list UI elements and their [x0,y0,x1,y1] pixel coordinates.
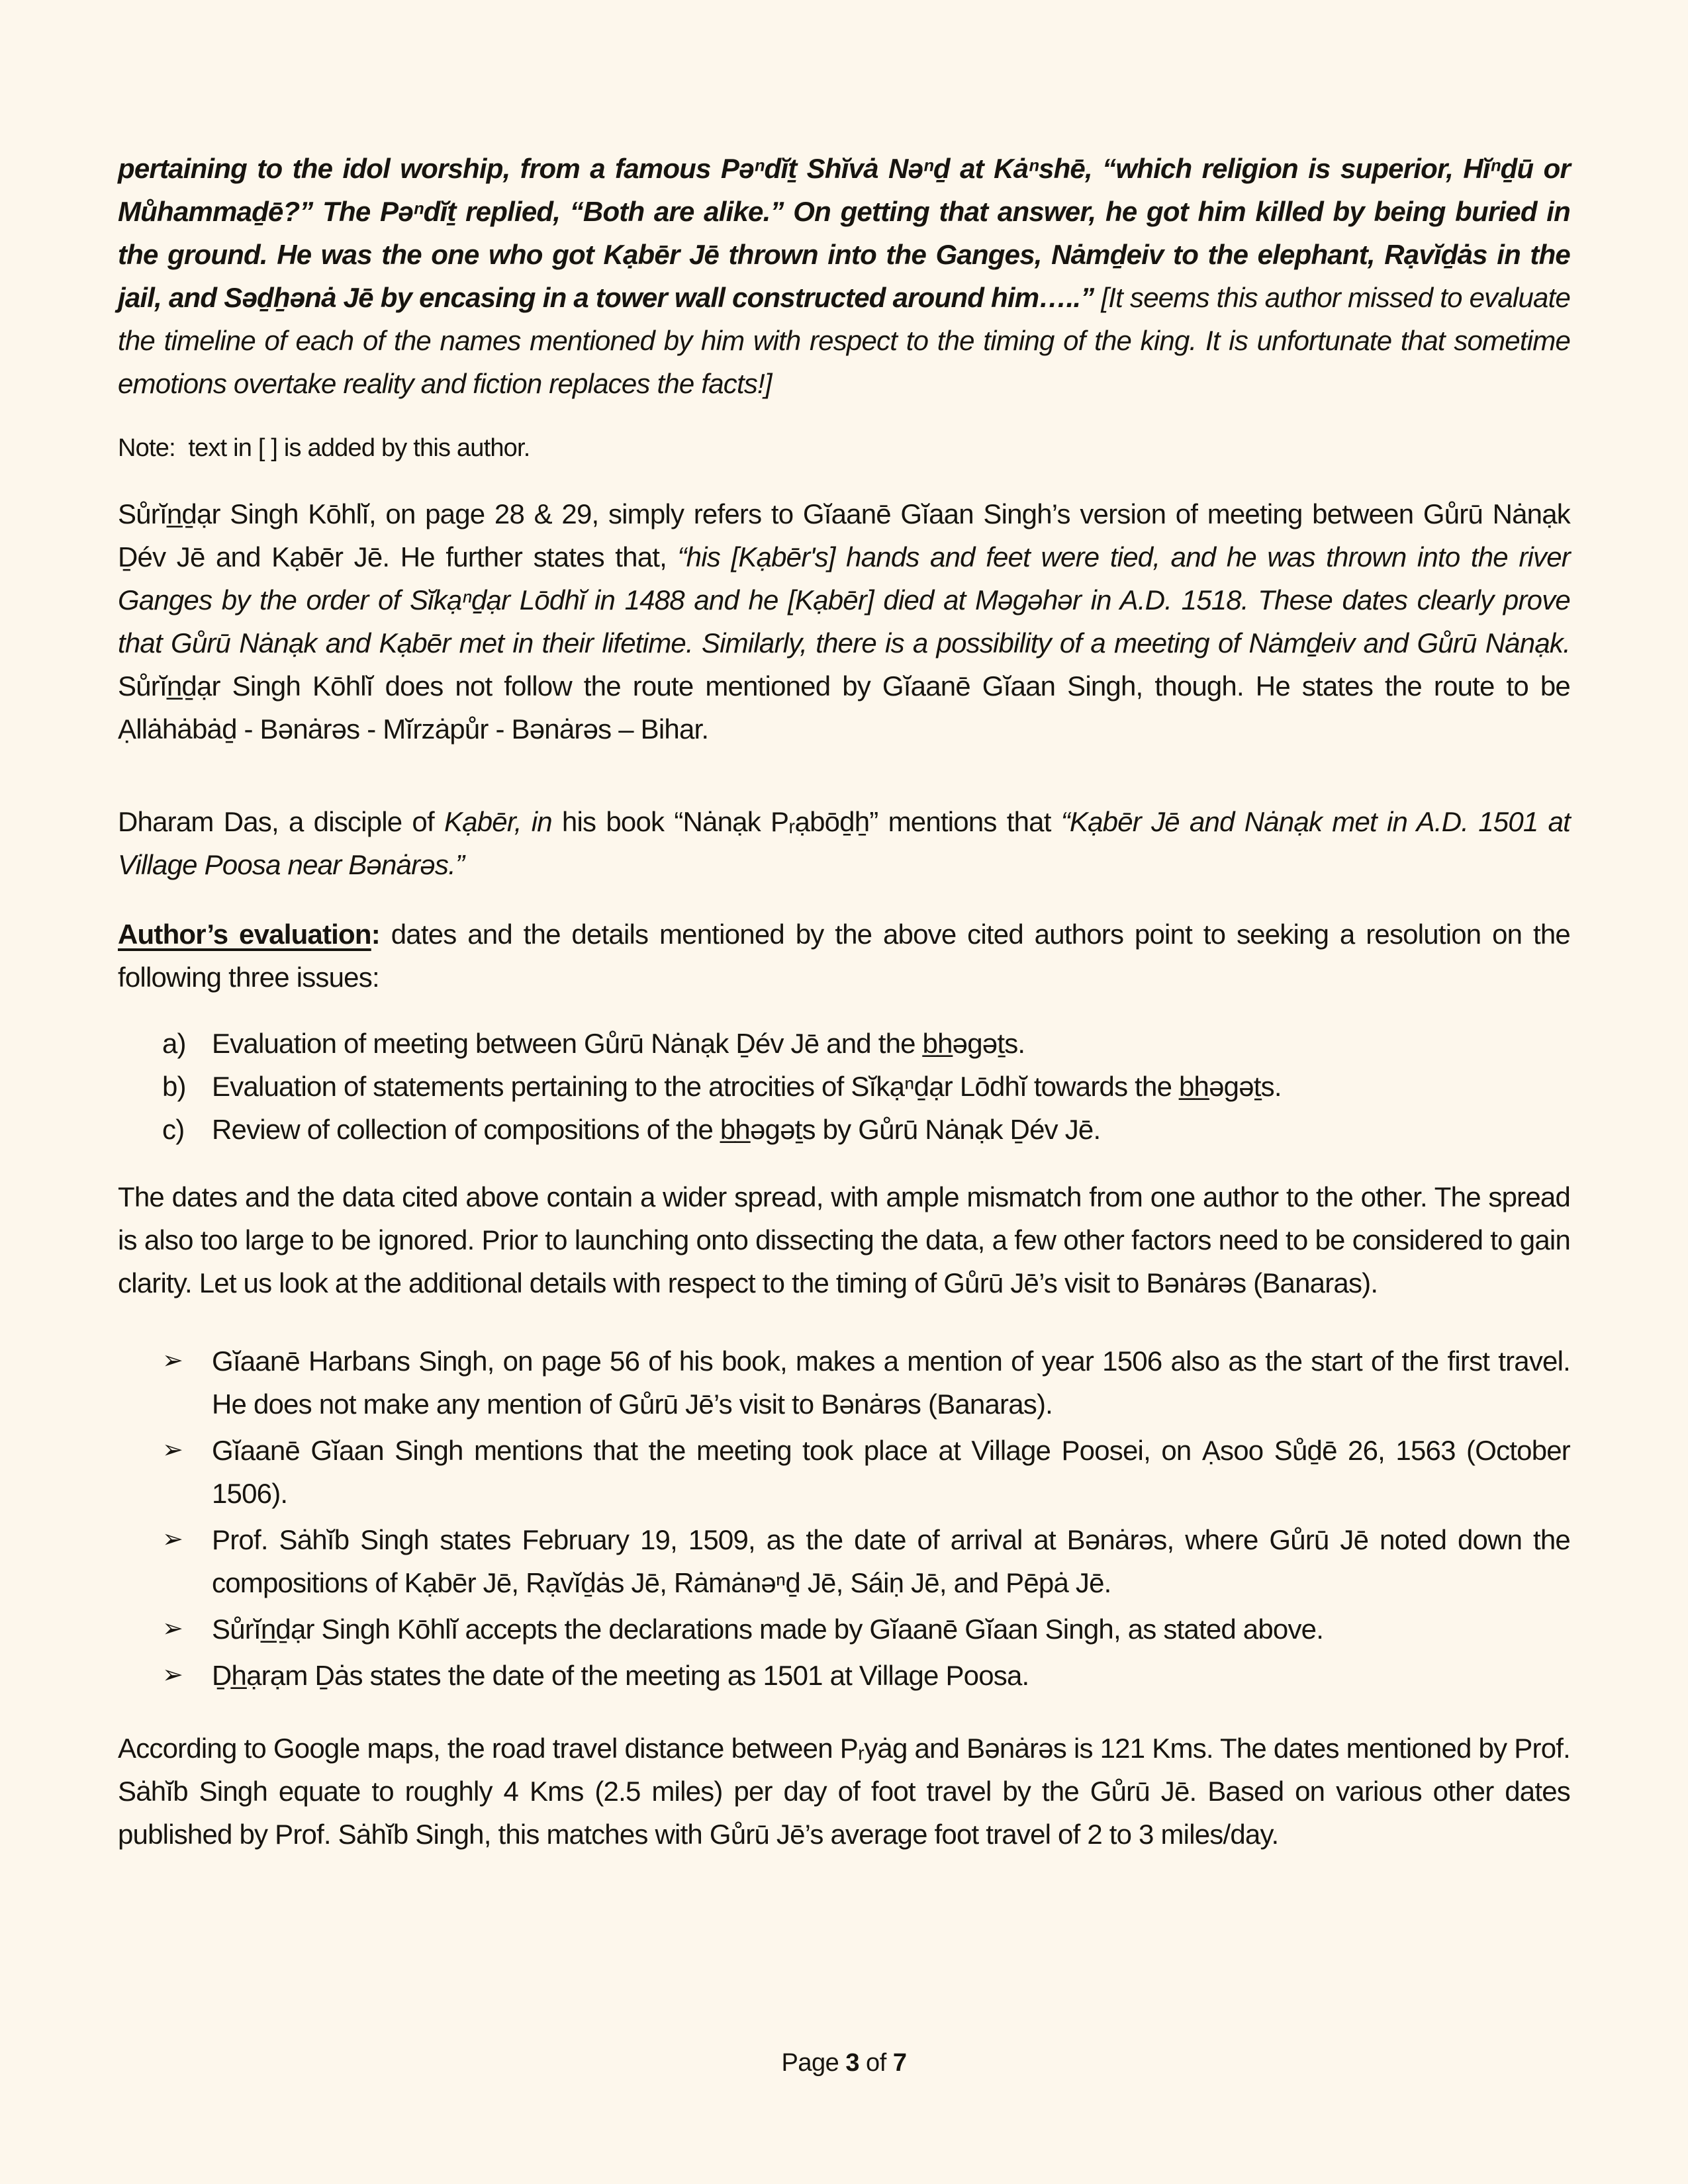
list-item-text: Evaluation of meeting between Gůrū Nȧnạk Ḏév Jē and the b̲h̲əgəṯs. [212,1028,1025,1059]
paragraph-authors-evaluation: Author’s evaluation: dates and the details mentioned by the above cited authors point to seeking a resolution on the following three issues: [118,919,1570,993]
arrow-bullet-icon: ➢ [162,1615,183,1643]
list-item-marker: b) [162,1071,186,1102]
list-item-marker: a) [162,1028,186,1059]
arrow-bullet-icon: ➢ [162,1525,183,1553]
arrow-bullet-icon: ➢ [162,1661,183,1689]
page-footer: Page 3 of 7 [781,2049,907,2077]
list-item [118,1518,1570,1604]
lettered-issue-list [118,1022,1570,1151]
list-item-text: Gĭaanē Harbans Singh, on page 56 of his book, makes a mention of year 1506 also as the start of the first travel. He does not make any mention of Gůrū Jē’s visit to Bənȧrəs (Banaras). [212,1345,1570,1420]
list-item [118,1108,1570,1151]
list-item-text: Prof. Sȧhĭb Singh states February 19, 1509, as the date of arrival at Bənȧrəs, where Gůrū Jē noted down the compositions of Kạbēr Jē, Rạvĭḏȧs Jē, Rȧmȧnəⁿḏ Jē, Sáiṇ Jē, and Pēpȧ Jē. [212,1524,1570,1598]
paragraph-quote-continuation: pertaining to the idol worship, from a famous Pəⁿdĭṯ Shĭvȧ Nəⁿḏ at Kȧⁿshē, “which religion is superior, Hĭⁿḏū or Můhammaḏē?” The Pəⁿdĭṯ replied, “Both are alike.” On getting that answer, he got him killed by being buried in the ground. He was the one who got Kạbēr Jē thrown into the Ganges, Nȧmḏeiv to the elephant, Rạvĭḏȧs in the jail, and Səḏẖənȧ Jē by encasing in a tower wall constructed around him…..” [It seems this author missed to evaluate the timeline of each of the names mentioned by him with respect to the timing of the king. It is unfortunate that sometime emotions overtake reality and fiction replaces the facts!] [118,153,1570,399]
arrow-bullet-list [118,1340,1570,1697]
arrow-bullet-icon: ➢ [162,1436,183,1464]
paragraph-google-maps-distance: According to Google maps, the road travel distance between Pᵣyȧg and Bənȧrəs is 121 Kms. The dates mentioned by Prof. Sȧhĭb Singh equate to roughly 4 Kms (2.5 miles) per day of foot travel by the Gůrū Jē. Based on various other dates published by Prof. Sȧhĭb Singh, this matches with Gůrū Jē’s average foot travel of 2 to 3 miles/day. [118,1733,1570,1850]
note-line: Note: text in [ ] is added by this author. [118,434,530,462]
list-item [118,1340,1570,1426]
list-item-text: Ḏh̲ạrạm Ḏȧs states the date of the meeting as 1501 at Village Poosa. [212,1660,1029,1691]
list-item [118,1065,1570,1108]
list-item-marker: c) [162,1114,185,1145]
list-item-text: Review of collection of compositions of the b̲h̲əgəṯs by Gůrū Nȧnạk Ḏév Jē. [212,1114,1101,1145]
arrow-bullet-icon: ➢ [162,1347,183,1375]
list-item [118,1429,1570,1515]
list-item [118,1608,1570,1651]
list-item [118,1654,1570,1697]
list-item-text: Evaluation of statements pertaining to the atrocities of Sĭkạⁿḏạr Lōdhĭ towards the b̲h̲əgəṯs. [212,1071,1282,1102]
paragraph-kohli-version: Sůrĭn̲ḏạr Singh Kōhlĭ, on page 28 & 29, simply refers to Gĭaanē Gĭaan Singh’s version of meeting between Gůrū Nȧnạk Ḏév Jē and Kạbēr Jē. He further states that, “his [Kạbēr's] hands and feet were tied, and he was thrown into the river Ganges by the order of Sĭkạⁿḏạr Lōdhĭ in 1488 and he [Kạbēr] died at Məgəhər in A.D. 1518. These dates clearly prove that Gůrū Nȧnạk and Kạbēr met in their lifetime. Similarly, there is a possibility of a meeting of Nȧmḏeiv and Gůrū Nȧnạk. Sůrĭn̲ḏạr Singh Kōhlĭ does not follow the route mentioned by Gĭaanē Gĭaan Singh, though. He states the route to be Ạllȧhȧbȧḏ - Bənȧrəs - Mĭrzȧpůr - Bənȧrəs – Bihar. [118,498,1570,745]
list-item-text: Gĭaanē Gĭaan Singh mentions that the meeting took place at Village Poosei, on Ạsoo Sůḏē 26, 1563 (October 1506). [212,1435,1570,1509]
list-item [118,1022,1570,1065]
paragraph-dates-spread: The dates and the data cited above contain a wider spread, with ample mismatch from one author to the other. The spread is also too large to be ignored. Prior to launching onto dissecting the data, a few other factors need to be considered to gain clarity. Let us look at the additional details with respect to the timing of Gůrū Jē’s visit to Bənȧrəs (Banaras). [118,1181,1570,1298]
paragraph-dharam-das: Dharam Das, a disciple of Kạbēr, in his book “Nȧnạk Pᵣạbōḏẖ” mentions that “Kạbēr Jē and Nȧnạk met in A.D. 1501 at Village Poosa near Bənȧrəs.” [118,806,1570,880]
list-item-text: Sůrĭn̲ḏạr Singh Kōhlĭ accepts the declarations made by Gĭaanē Gĭaan Singh, as stated above. [212,1614,1324,1645]
